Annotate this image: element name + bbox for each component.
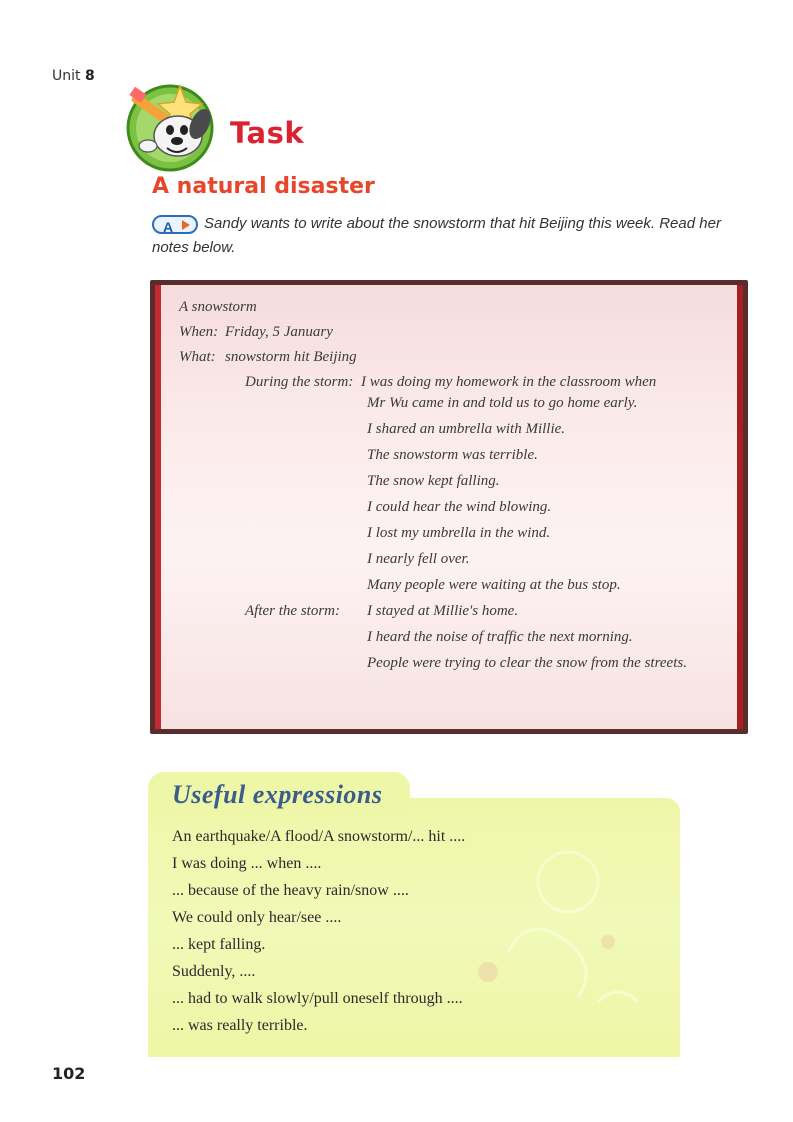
intro-paragraph xyxy=(152,212,742,260)
list-item: ... had to walk slowly/pull oneself through .... xyxy=(172,990,463,1007)
notes-after-item: I stayed at Millie's home. xyxy=(367,603,519,619)
page-number: 102 xyxy=(52,1064,86,1083)
intro-text: Sandy wants to write about the snowstorm that hit Beijing this week. Read her notes below. xyxy=(152,215,721,256)
list-item: An earthquake/A flood/A snowstorm/... hit .... xyxy=(172,828,466,845)
unit-label xyxy=(52,68,95,84)
useful-expressions-box xyxy=(148,772,680,1057)
notes-during-item: I was doing my homework in the classroom when xyxy=(361,374,657,390)
notes-during-item: I could hear the wind blowing. xyxy=(367,499,552,515)
useful-expressions-title: Useful expressions xyxy=(172,780,383,809)
section-title: A natural disaster xyxy=(152,174,375,199)
notes-during-item: The snowstorm was terrible. xyxy=(367,447,538,463)
notes-when-value: Friday, 5 January xyxy=(225,324,333,340)
notes-card xyxy=(155,285,743,729)
notes-after-label: After the storm: xyxy=(245,603,340,619)
play-arrow-icon xyxy=(182,220,190,230)
notes-during-label: During the storm: xyxy=(245,374,354,390)
notes-what-label: What: xyxy=(179,349,216,365)
notes-during-item: Many people were waiting at the bus stop. xyxy=(367,577,621,593)
notes-after-item: I heard the noise of traffic the next morning. xyxy=(367,629,633,645)
decorative-swirl-icon xyxy=(448,832,668,1042)
notes-what-value: snowstorm hit Beijing xyxy=(225,349,357,365)
mascot-dog-icon xyxy=(120,78,225,178)
notes-title: A snowstorm xyxy=(179,299,257,315)
list-item: ... was really terrible. xyxy=(172,1017,308,1034)
audio-play-badge[interactable] xyxy=(152,215,198,234)
list-item: I was doing ... when .... xyxy=(172,855,322,872)
notes-during-item: I lost my umbrella in the wind. xyxy=(367,525,551,541)
list-item: Suddenly, .... xyxy=(172,963,256,980)
notes-during-item: Mr Wu came in and told us to go home early. xyxy=(367,395,638,411)
list-item: ... because of the heavy rain/snow .... xyxy=(172,882,409,899)
notes-when-label: When: xyxy=(179,324,219,340)
unit-prefix: Unit xyxy=(52,68,81,84)
list-item: We could only hear/see .... xyxy=(172,909,342,926)
badge-letter: A xyxy=(163,218,174,235)
notes-during-item: I nearly fell over. xyxy=(367,551,470,567)
notes-after-item: People were trying to clear the snow from the streets. xyxy=(367,655,687,671)
list-item: ... kept falling. xyxy=(172,936,266,953)
notes-during-item: The snow kept falling. xyxy=(367,473,500,489)
task-title: Task xyxy=(230,116,305,150)
unit-number: 8 xyxy=(84,68,95,84)
notes-during-item: I shared an umbrella with Millie. xyxy=(367,421,566,437)
